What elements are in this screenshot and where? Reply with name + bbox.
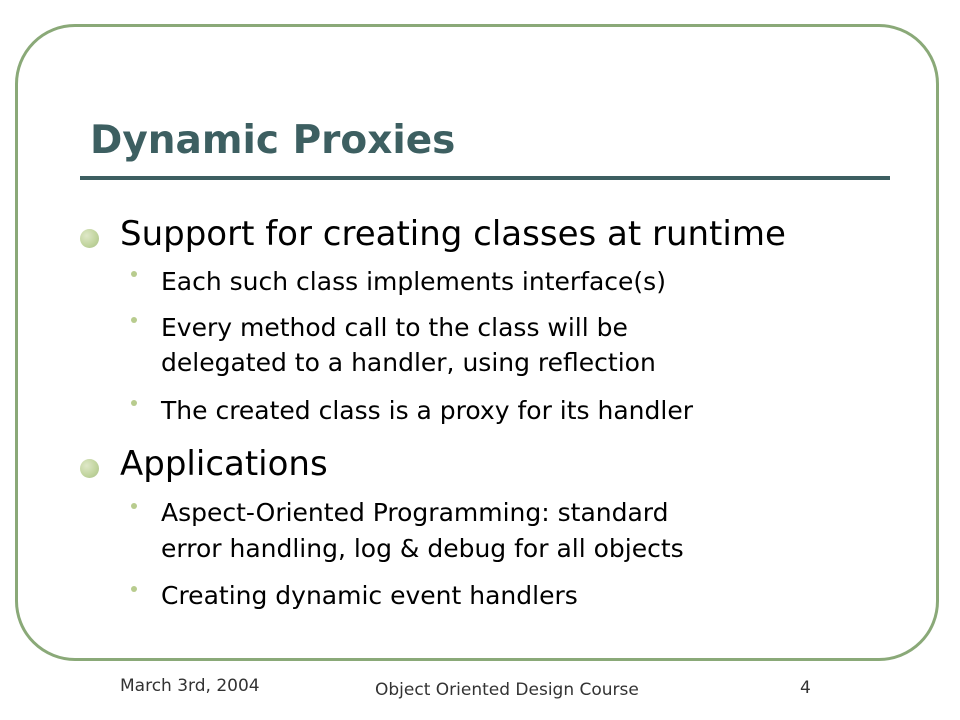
slide-title: Dynamic Proxies bbox=[90, 118, 456, 163]
sub-bullet-dot-icon bbox=[131, 586, 137, 592]
sub-bullet-event-handlers: Creating dynamic event handlers bbox=[161, 581, 578, 610]
sub-bullet-dot-icon bbox=[131, 317, 137, 323]
footer-date: March 3rd, 2004 bbox=[120, 676, 260, 696]
sub-bullet-proxy-for-handler: The created class is a proxy for its handler bbox=[161, 396, 693, 425]
bullet-applications: Applications bbox=[120, 444, 328, 484]
bullet-dot-icon bbox=[80, 459, 99, 478]
sub-bullet-dot-icon bbox=[131, 271, 137, 277]
sub-bullet-method-delegation-line1: Every method call to the class will be bbox=[161, 313, 628, 342]
bullet-dot-icon bbox=[80, 229, 99, 248]
sub-bullet-dot-icon bbox=[131, 400, 137, 406]
sub-bullet-aop-line2: error handling, log & debug for all objects bbox=[161, 534, 684, 563]
sub-bullet-dot-icon bbox=[131, 503, 137, 509]
bullet-runtime-classes: Support for creating classes at runtime bbox=[120, 214, 786, 254]
sub-bullet-aop-line1: Aspect-Oriented Programming: standard bbox=[161, 498, 669, 527]
sub-bullet-method-delegation-line2: delegated to a handler, using reflection bbox=[161, 348, 656, 377]
title-underline bbox=[80, 176, 890, 180]
footer-page-number: 4 bbox=[800, 678, 811, 698]
sub-bullet-implements-interfaces: Each such class implements interface(s) bbox=[161, 267, 666, 296]
footer-course: Object Oriented Design Course bbox=[375, 680, 639, 700]
